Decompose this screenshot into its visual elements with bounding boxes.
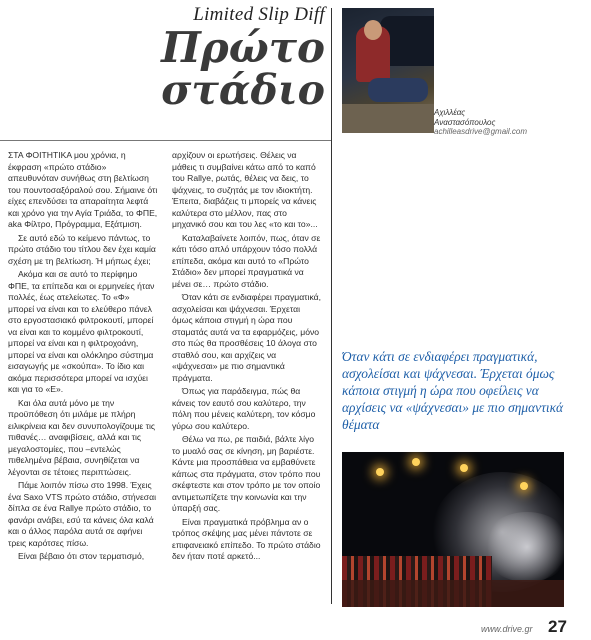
legs-shape: [368, 78, 428, 102]
vertical-divider: [331, 8, 332, 604]
author-name-line2: Αναστασόπουλος: [434, 117, 496, 127]
street-lamp: [460, 464, 468, 472]
street-lamp: [520, 482, 528, 490]
crowd-shape: [342, 580, 564, 607]
title-block: [150, 4, 325, 114]
author-email[interactable]: achilleasdrive@gmail.com: [434, 127, 528, 136]
street-lamp: [412, 458, 420, 466]
horizontal-divider: [0, 140, 331, 141]
head-shape: [364, 20, 382, 40]
paragraph: Είναι βέβαιο ότι στον τερματισμό,: [18, 551, 145, 561]
paragraph: Πάμε λοιπόν πίσω στο 1998. Έχεις ένα Saxo VTS πρώτο στάδιο, στήνεσαι δίπλα σε ένα Rallye πρώτο στάδιο, το φανάρι ανάβει, εσύ τα κάνεις όλα καλά και ο άλλος παρόλα αυτά σε αφήνει τρεις καρότσες πίσω.: [8, 480, 156, 548]
article-title: [150, 23, 325, 114]
street-lamp: [376, 468, 384, 476]
ground-shape: [342, 104, 434, 133]
paragraph: ΣΤΑ ΦΟΙΤΗΤΙΚΑ μου χρόνια, η έκφραση «πρώτο στάδιο» απευθυνόταν συνήθως στη βελτίωση του πουντοσαξόραλού σου. Σήμαινε ότι είχες επενδύσει τα απαραίτητα λεφτά και χρόνο για την Αγία Τριάδα, το ΦΠΕ, aka Φίλτρο, Πρόγραμμα, Εξάτμιση.: [8, 150, 158, 229]
paragraph: αρχίζουν οι ερωτήσεις. Θέλεις να μάθεις τι συμβαίνει κάτω από το καπό του Rallye, ρωτάς, θέλεις να δεις, το ψάχνεις, το συζητάς με τον ιδιοκτήτη. Έπειτα, διαβάζεις τι μπορείς να κάνεις καλύτερα στο μέλλον, πας στο μηχανικό σου και του λες «το και το»...: [172, 150, 318, 229]
paragraph: Ακόμα και σε αυτό το περίφημο ΦΠΕ, τα επίπεδα και οι ερμηνείες ήταν πολλές, έως ατελείωτες. Το «Φ» μπορεί να είναι και το ελεύθερο πάνελ στο εργοστασιακό φιλτροκουτί, μπορεί να είναι και το κομμένο φιλτροκουτί, μπορεί να είναι και η φιλτροχοάνη, μπορεί να είναι και ολόκληρο σύστημα εισαγωγής με «σκούπα». Το ίδιο και ακόμα περισσότερα μπορεί να ισχύει και για το «Ε».: [8, 269, 155, 394]
title-line-2: στάδιο: [161, 66, 325, 114]
column-kicker: Limited Slip Diff: [193, 4, 325, 25]
article-column-1: [8, 150, 158, 565]
paragraph: Και όλα αυτά μόνο με την προϋπόθεση ότι μιλάμε με πλήρη ειλικρίνεια και δεν συνυπολογίζουμε τις πιθανές… αναφιβίσεις, αλλά και τις μεγαλοστομίες, που –εντελώς πιθελημένα βέβαια, συνηθίζεται να λέγονται σε τέτοιες περιπτώσεις.: [8, 397, 156, 477]
footer-url[interactable]: www.drive.gr: [481, 624, 533, 634]
paragraph: Καταλαβαίνετε λοιπόν, πως, όταν σε κάτι τόσο απλό υπάρχουν τόσο πολλά επίπεδα, ακόμα και αυτό το «Πρώτο Στάδιο» δεν μπορεί πραγματικά να μένει σε… πρώτο στάδιο.: [172, 232, 321, 289]
paragraph: Όπως για παράδειγμα, πώς θα κάνεις τον εαυτό σου καλύτερο, την πόλη που μένεις καλύτερη, τον κόσμο γύρω σου καλύτερο.: [172, 386, 316, 431]
pull-quote: Όταν κάτι σε ενδιαφέρει πραγματικά, ασχολείσαι και ψάχνεσαι. Έρχεται όμως κάποια στιγμή η ώρα που οφείλεις να αρχίσεις να «ψάχνεσαι» με πιο σημαντικά θέματα: [342, 349, 564, 432]
paragraph: Είναι πραγματικά πρόβλημα αν ο τρόπος σκέψης μας μένει πάντοτε σε επιφανειακό επίπεδο. Το πρώτο στάδιο δεν ήταν ποτέ αρκετό...: [172, 516, 321, 561]
paragraph: Όταν κάτι σε ενδιαφέρει πραγματικά, ασχολείσαι και ψάχνεσαι. Έρχεται όμως κάποια στιγμή η ώρα που σταματάς αυτά να τα εφαρμόζεις, μόνο στο πώς θα προσθέσεις 10 άλογα στο σταθλό σου, και αρχίζεις να «ψάχνεσαι» με πιο σημαντικά πράγματα.: [172, 292, 322, 383]
author-name-line1: Αχιλλέας: [434, 108, 466, 117]
title-line-1: Πρώτο: [161, 23, 325, 72]
paragraph: Σε αυτό εδώ το κείμενο πάντως, το πρώτο στάδιο του τίτλου δεν έχει καμία σχέση με τη βελτίωση. Ή μήπως έχει;: [8, 232, 156, 266]
page-number: 27: [548, 617, 567, 636]
smoke-cloud: [482, 512, 564, 582]
paragraph: Θέλω να πω, ρε παιδιά, βάλτε λίγο το μυαλό σας σε κίνηση, μη βαριέστε. Κάντε μια προσπάθεια να εμβαθύνετε κάπως στα πράγματα, στον τρόπο που σκέφτεστε και στον τρόπο με τον οποίο αντιμετωπίζετε την κοινωνία και την ύπαρξή σας.: [172, 434, 321, 513]
author-caption: [434, 108, 529, 137]
author-photo: [342, 8, 434, 133]
night-crowd-photo: [342, 452, 564, 607]
article-column-2: [172, 150, 322, 565]
